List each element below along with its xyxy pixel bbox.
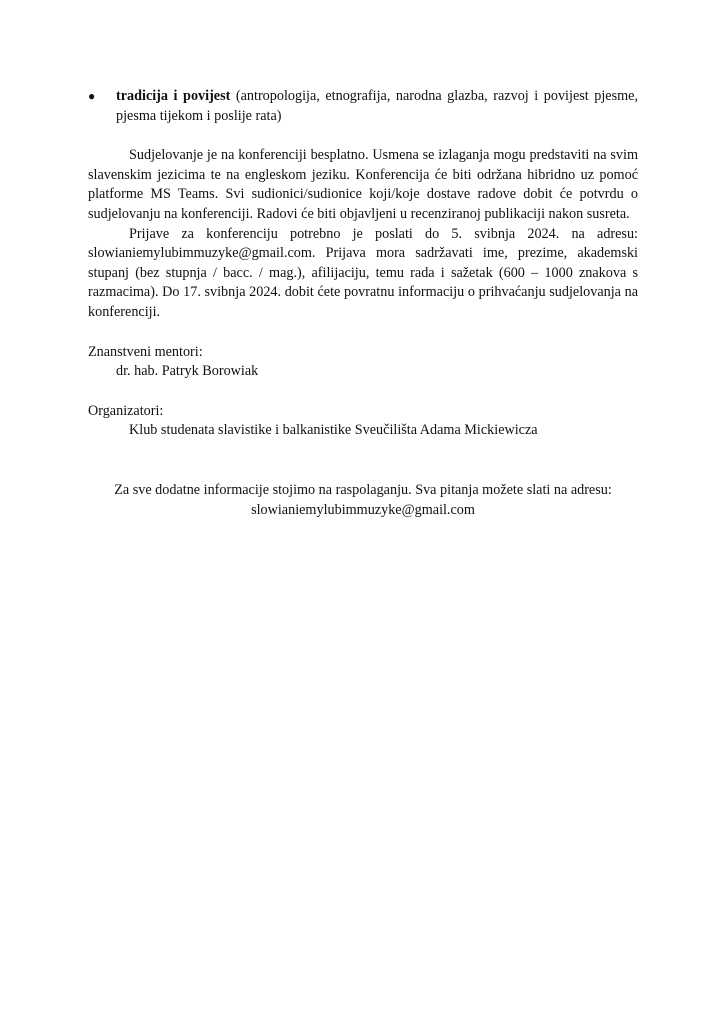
contact-info: Za sve dodatne informacije stojimo na raspolaganju. Sva pitanja možete slati na adresu:: [114, 481, 612, 498]
organizer-name: Klub studenata slavistike i balkanistike Sveučilišta Adama Mickiewicza: [129, 422, 538, 439]
bullet-dot-icon: ●: [88, 89, 96, 103]
bullet-item: [88, 87, 638, 126]
paragraph-applications: Prijave za konferenciju potrebno je poslati do 5. svibnja 2024. na adresu: slowianiemylubimmuzyke@gmail.com. Prijava mora sadržavati ime, prezime, akademski stupanj (bez stupnja / bacc. / mag.), afilijaciju, temu rada i sažetak (600 – 1000 znakova s razmacima). Do 17. svibnja 2024. dobit ćete povratnu informaciju o prihvaćanju sudjelovanja na konferenciji.: [88, 225, 638, 320]
mentor-name: dr. hab. Patryk Borowiak: [116, 363, 259, 380]
contact-email: slowianiemylubimmuzyke@gmail.com: [251, 501, 475, 518]
bullet-bold-term: tradicija i povijest: [116, 88, 231, 104]
page-content: [88, 87, 638, 520]
bullet-text: [116, 87, 638, 126]
paragraph-participation: Sudjelovanje je na konferenciji besplatno. Usmena se izlaganja mogu predstaviti na svim slavenskim jezicima te na engleskom jeziku. Konferencija će biti održana hibridno uz pomoć platforme MS Teams. Svi sudionici/sudionice koji/koje dostave radove dobit će potvrdu o sudjelovanju na konferenciji. Radovi će biti objavljeni u recenziranoj publikaciji nakon susreta.: [88, 147, 638, 222]
bullet-description: (antropologija, etnografija, narodna glazba, razvoj i povijest pjesme, pjesma tijekom i poslije rata): [116, 88, 638, 124]
mentors-label: Znanstveni mentori:: [88, 343, 203, 360]
organizers-label: Organizatori:: [88, 402, 164, 419]
